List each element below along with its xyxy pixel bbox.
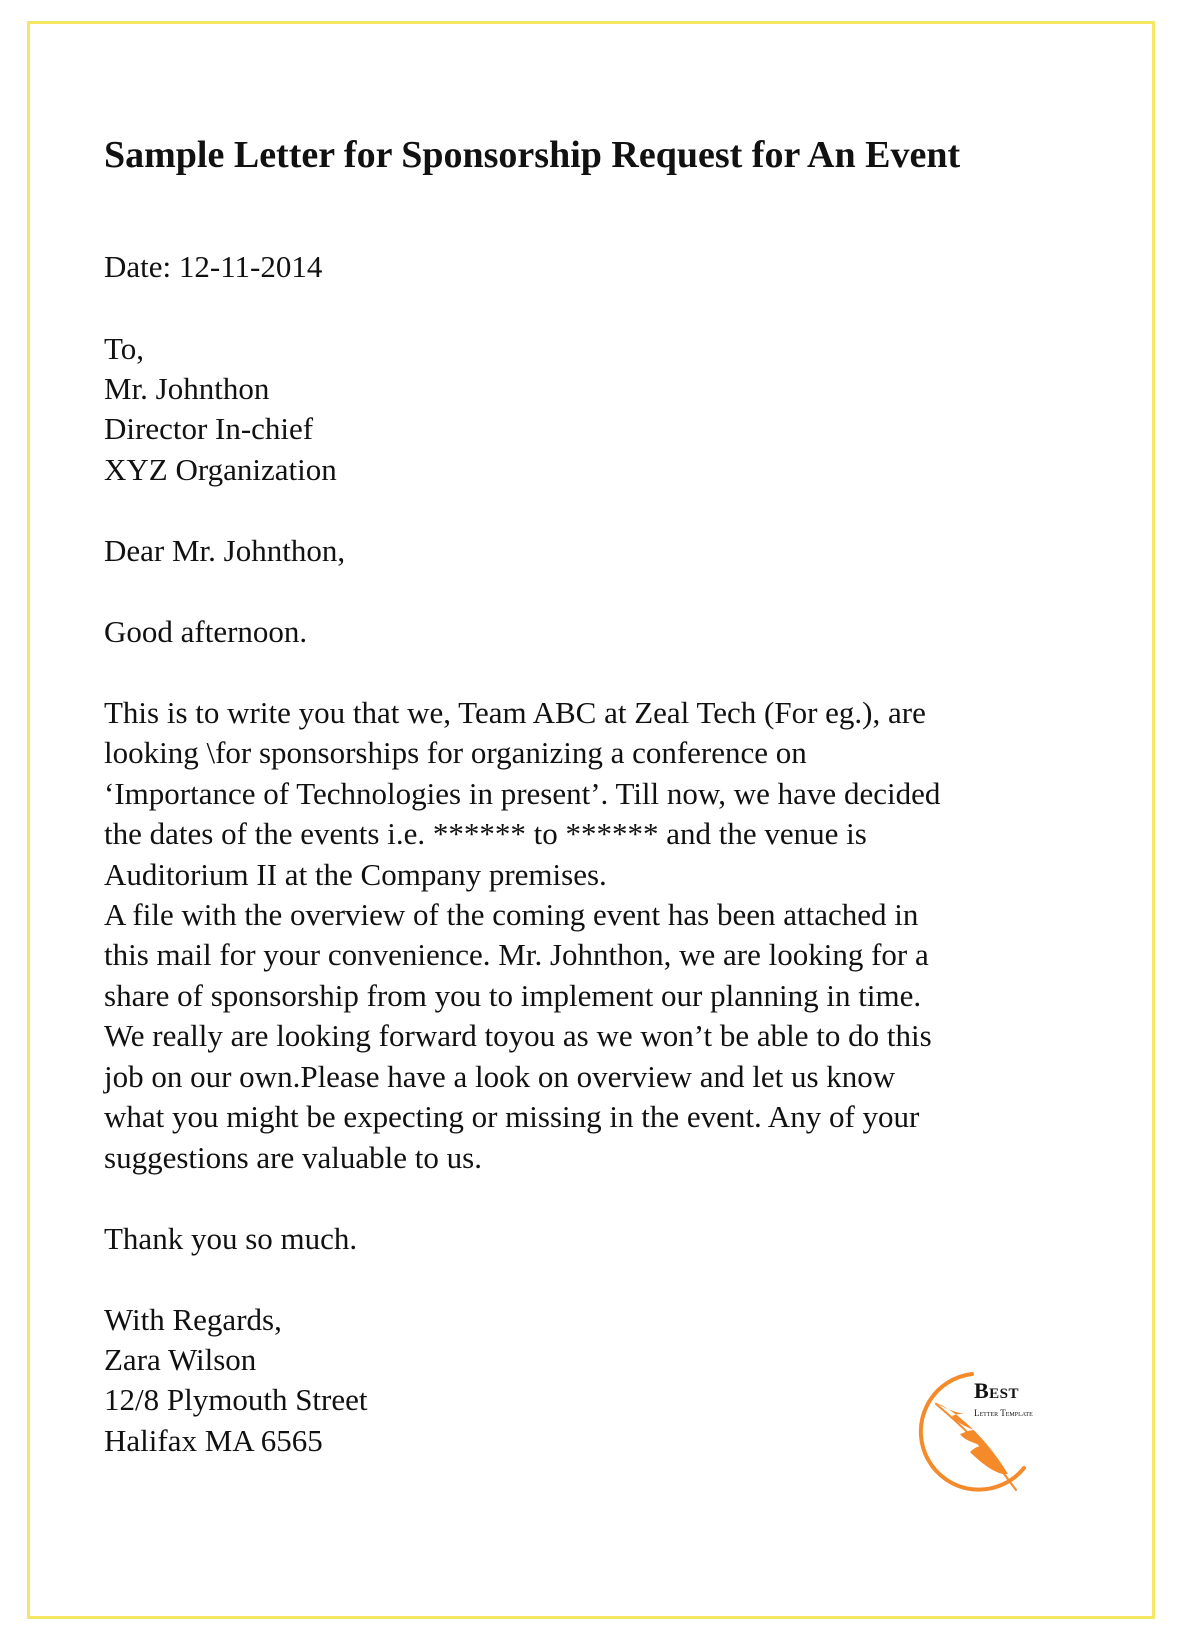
recipient-organization: XYZ Organization [104,452,337,487]
body-line: suggestions are valuable to us. [104,1140,482,1175]
opening-line: Good afternoon. [104,614,308,649]
body-line: A file with the overview of the coming event has been attached in [104,897,919,932]
thanks-line: Thank you so much. [104,1221,358,1256]
recipient-name: Mr. Johnthon [104,371,270,406]
sender-name: Zara Wilson [104,1342,257,1377]
body-line: job on our own.Please have a look on overview and let us know [104,1059,896,1094]
logo-brand: Best [974,1378,1020,1403]
recipient-position: Director In-chief [104,411,314,446]
best-letter-template-logo [912,1368,1072,1508]
date-line: Date: 12-11-2014 [104,249,323,284]
greeting: Dear Mr. Johnthon, [104,533,346,568]
body-line: ‘Importance of Technologies in present’. Till now, we have decided [104,776,941,811]
sender-street: 12/8 Plymouth Street [104,1382,368,1417]
body-line: the dates of the events i.e. ****** to ****** and the venue is [104,816,867,851]
body-line: Auditorium II at the Company premises. [104,857,607,892]
body-line: We really are looking forward toyou as we won’t be able to do this [104,1018,932,1053]
closing-line: With Regards, [104,1302,282,1337]
body-line: This is to write you that we, Team ABC at Zeal Tech (For eg.), are [104,695,926,730]
letter-title: Sample Letter for Sponsorship Request for An Event [104,134,961,176]
logo-tagline: Letter Template [974,1408,1033,1418]
body-line: looking \for sponsorships for organizing a conference on [104,735,807,770]
sender-city: Halifax MA 6565 [104,1423,323,1458]
body-line: share of sponsorship from you to implement our planning in time. [104,978,922,1013]
recipient-to: To, [104,331,145,366]
body-line: this mail for your convenience. Mr. Johnthon, we are looking for a [104,937,929,972]
body-line: what you might be expecting or missing in the event. Any of your [104,1099,920,1134]
